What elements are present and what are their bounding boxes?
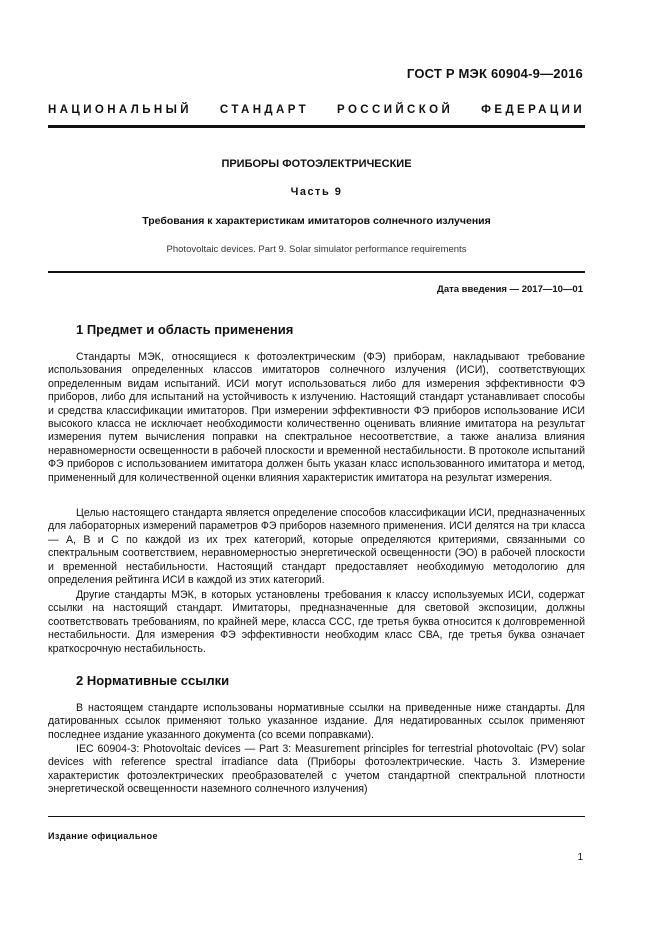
- document-title: ПРИБОРЫ ФОТОЭЛЕКТРИЧЕСКИЕ: [221, 158, 412, 170]
- paragraph: IEC 60904-3: Photovoltaic devices — Part 3: Measurement principles for terrestrial photovoltaic (PV) solar devices with reference spectral irradiance data (Приборы фотоэлектрические. Часть 3. Измерение характеристик фотоэлектрических преобразователей с учетом стандартной спектральной плотности энергетической освещенности наземного солнечного излучения): [48, 743, 585, 796]
- paragraph: Стандарты МЭК, относящиеся к фотоэлектрическим (ФЭ) приборам, накладывают требование использования определенных классов имитаторов солнечного излучения (ИСИ), соответствующих определенным видам испытаний. ИСИ могут использоваться либо для измерения эффективности ФЭ приборов, либо для испытаний на устойчивость к излучению. Настоящий стандарт устанавливает способы и средства классификации имитаторов. При измерении эффективности ФЭ приборов использование ИСИ высокого класса не исключает необходимости количественно оценивать влияние имитатора на результат измерения путем вычисления поправки на спектральное несоответствие, а также анализа влияния неравномерности освещенности в рабочей плоскости и временной нестабильности. В протоколе испытаний ФЭ приборов с использованием имитатора должен быть указан класс использованного имитатора и метод, примененный для количественной оценки влияния характеристик имитатора на результат измерения.: [48, 351, 585, 484]
- paragraph: Целью настоящего стандарта является определение способов классификации ИСИ, предназначенных для лабораторных измерений параметров ФЭ приборов наземного применения. ИСИ делятся на три класса — А, В и С по каждой из их трех категорий, которые определяются критериями, связанными со спектральным соответствием, неравномерностью энергетической освещенности (ЭО) в рабочей плоскости и временной нестабильности. Настоящий стандарт предоставляет необходимую методологию для определения рейтинга ИСИ в каждой из этих категорий.: [48, 507, 585, 587]
- english-title: Photovoltaic devices. Part 9. Solar simulator performance requirements: [166, 244, 467, 255]
- title-divider: [48, 271, 585, 273]
- section-heading: 2 Нормативные ссылки: [76, 673, 230, 688]
- paragraph: В настоящем стандарте использованы нормативные ссылки на приведенные ниже стандарты. Для датированных ссылок применяют только указанное издание. Для недатированных ссылок применяют последнее издание указанного документа (со всеми поправками).: [48, 702, 585, 741]
- header-divider: [48, 125, 585, 128]
- edition-label: Издание официальное: [48, 831, 158, 841]
- document-subtitle: Требования к характеристикам имитаторов солнечного излучения: [142, 215, 491, 227]
- standard-number: ГОСТ Р МЭК 60904-9—2016: [406, 66, 583, 81]
- part-label: Часть 9: [290, 186, 343, 198]
- section-heading: 1 Предмет и область применения: [76, 322, 294, 337]
- paragraph: Другие стандарты МЭК, в которых установлены требования к классу используемых ИСИ, содержат ссылки на настоящий стандарт. Имитаторы, предназначенные для световой экспозиции, должны соответствовать требованиям, по крайней мере, класса ССС, где третья буква относится к долговременной нестабильности. Для измерения ФЭ эффективности необходим класс СВА, где третья буква означает краткосрочную нестабильность.: [48, 589, 585, 655]
- introduction-date: Дата введения — 2017—10—01: [437, 284, 583, 295]
- footer-divider: [48, 816, 585, 817]
- page-number: 1: [577, 852, 583, 863]
- national-standard-banner: НАЦИОНАЛЬНЫЙ СТАНДАРТ РОССИЙСКОЙ ФЕДЕРАЦИИ: [48, 104, 585, 116]
